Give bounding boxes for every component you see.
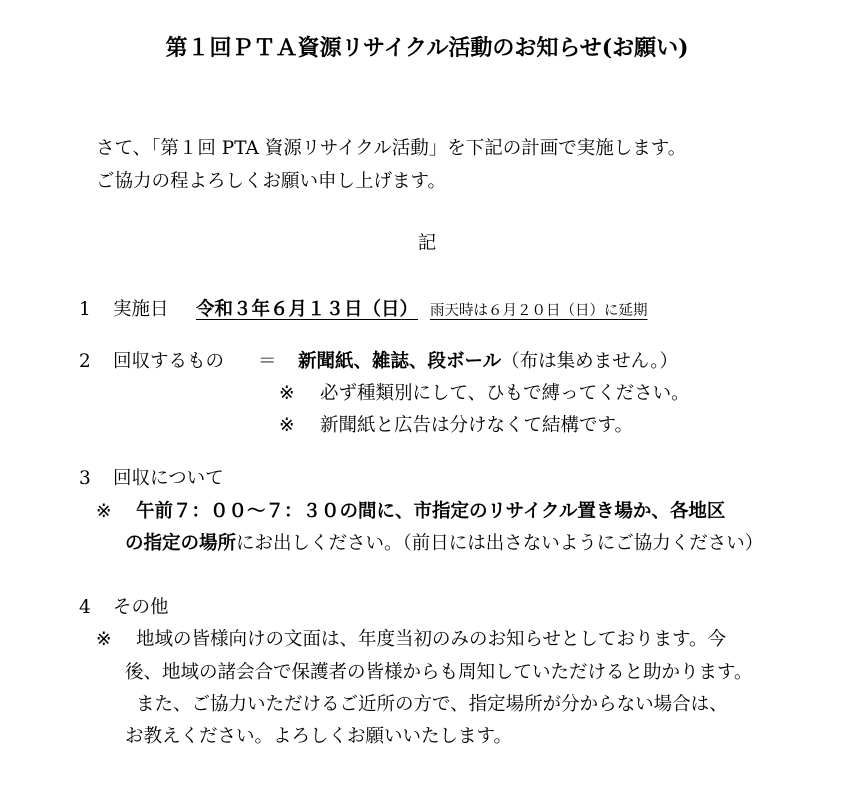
- item-2-sub-1-mark: ※: [279, 383, 295, 404]
- item-2-equals: ＝: [258, 351, 277, 372]
- item-4-line-4: お教えください。よろしくお願いいたします。: [125, 726, 513, 747]
- item-3-number: 3: [79, 468, 91, 489]
- intro-line-1: さて、「第１回 PTA 資源リサイクル活動」を下記の計画で実施します。: [96, 138, 687, 159]
- item-2-sub-1: 必ず種類別にして、ひもで縛ってください。: [320, 383, 690, 404]
- intro-line-2: ご協力の程よろしくお願い申し上げます。: [96, 171, 447, 192]
- item-2-sub-2-mark: ※: [279, 415, 295, 436]
- item-4-label: その他: [113, 597, 169, 618]
- item-1-number: 1: [79, 299, 91, 320]
- item-2-label: 回収するもの: [113, 351, 225, 372]
- collected-items-note: （布は集めません。）: [501, 351, 679, 372]
- item-3-line-2: [125, 532, 763, 556]
- item-4-line-2: 後、地域の諸会合で保護者の皆様からも周知していただけると助かります。: [125, 662, 753, 683]
- item-2-sub-2: 新聞紙と広告は分けなくて結構です。: [320, 415, 634, 436]
- item-1-value: [196, 298, 648, 323]
- document-title: 第１回ＰＴＡ資源リサイクル活動のお知らせ(お願い): [165, 35, 689, 61]
- item-4-line-1: 地域の皆様向けの文面は、年度当初のみのお知らせとしております。今: [136, 629, 726, 650]
- ki-heading: 記: [417, 233, 437, 254]
- rain-date-note: 雨天時は６月２０日（日）に延期: [430, 303, 648, 319]
- item-2-value: [298, 350, 678, 374]
- item-1-label: 実施日: [113, 299, 169, 320]
- item-4-mark: ※: [96, 629, 112, 650]
- item-3-line-2-rest: にお出しください。（前日には出さないようにご協力ください）: [236, 533, 764, 554]
- item-4-line-3: また、ご協力いただけるご近所の方で、指定場所が分からない場合は、: [136, 694, 728, 715]
- collected-items: 新聞紙、雑誌、段ボール: [298, 351, 502, 372]
- designated-place: の指定の場所: [125, 533, 237, 554]
- event-date: 令和３年６月１３日（日）: [196, 299, 419, 320]
- item-3-line-1: 午前７：００～７：３０の間に、市指定のリサイクル置き場か、各地区: [136, 501, 726, 522]
- item-3-label: 回収について: [113, 468, 224, 489]
- item-2-number: 2: [79, 351, 91, 372]
- item-3-mark: ※: [96, 501, 112, 522]
- item-4-number: 4: [79, 597, 91, 618]
